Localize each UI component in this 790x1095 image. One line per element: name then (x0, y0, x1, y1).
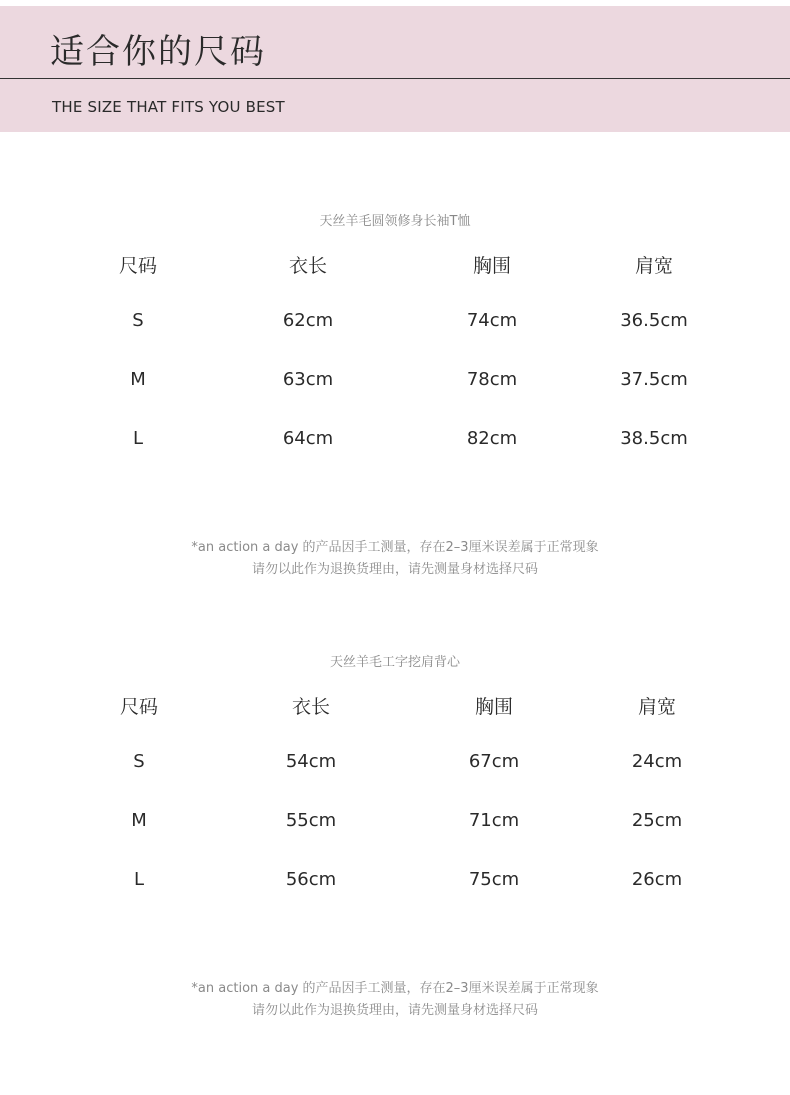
chest-cell: 67cm (468, 751, 520, 772)
column-header-shoulder: 肩宽 (634, 255, 673, 277)
table-row (0, 810, 790, 869)
measurement-note-1 (0, 537, 790, 581)
chest-cell: 71cm (468, 810, 520, 831)
size-cell: L (133, 869, 145, 890)
measurement-note-2 (0, 978, 790, 1022)
chest-cell: 74cm (466, 310, 518, 331)
table-row (0, 428, 790, 487)
column-header-length: 衣长 (288, 255, 327, 277)
shoulder-cell: 37.5cm (620, 369, 688, 390)
chest-cell: 78cm (466, 369, 518, 390)
column-header-shoulder: 肩宽 (637, 696, 676, 718)
note-line: 请勿以此作为退换货理由，请先测量身材选择尺码 (251, 562, 538, 577)
length-cell: 64cm (282, 428, 334, 449)
table-1-title: 天丝羊毛圆领修身长袖T恤 (319, 214, 471, 229)
length-cell: 56cm (285, 869, 337, 890)
page-subtitle: THE SIZE THAT FITS YOU BEST (52, 98, 285, 116)
size-table-1 (0, 251, 790, 487)
column-header-length: 衣长 (291, 696, 330, 718)
note-line: 请勿以此作为退换货理由，请先测量身材选择尺码 (251, 1003, 538, 1018)
page-title: 适合你的尺码 (50, 32, 266, 72)
size-cell: M (130, 369, 146, 390)
table-2-title: 天丝羊毛工字挖肩背心 (329, 655, 460, 670)
table-row (0, 310, 790, 369)
size-table-2 (0, 692, 790, 928)
shoulder-cell: 38.5cm (620, 428, 688, 449)
length-cell: 54cm (285, 751, 337, 772)
column-header-chest: 胸围 (474, 696, 513, 718)
size-cell: M (131, 810, 147, 831)
table-row (0, 869, 790, 928)
header-banner (0, 6, 790, 132)
shoulder-cell: 25cm (631, 810, 683, 831)
chest-cell: 82cm (466, 428, 518, 449)
size-cell: S (133, 751, 145, 772)
header-divider (0, 78, 790, 79)
shoulder-cell: 26cm (631, 869, 683, 890)
length-cell: 63cm (282, 369, 334, 390)
length-cell: 62cm (282, 310, 334, 331)
shoulder-cell: 24cm (631, 751, 683, 772)
table-row (0, 751, 790, 810)
table-header-row (0, 692, 790, 751)
table-header-row (0, 251, 790, 310)
size-cell: L (132, 428, 144, 449)
table-row (0, 369, 790, 428)
length-cell: 55cm (285, 810, 337, 831)
chest-cell: 75cm (468, 869, 520, 890)
size-cell: S (132, 310, 144, 331)
column-header-size: 尺码 (118, 255, 157, 277)
note-line: *an action a day 的产品因手工测量，存在2–3厘米误差属于正常现象 (191, 981, 599, 996)
column-header-size: 尺码 (119, 696, 158, 718)
column-header-chest: 胸围 (472, 255, 511, 277)
note-line: *an action a day 的产品因手工测量，存在2–3厘米误差属于正常现象 (191, 540, 599, 555)
shoulder-cell: 36.5cm (620, 310, 688, 331)
